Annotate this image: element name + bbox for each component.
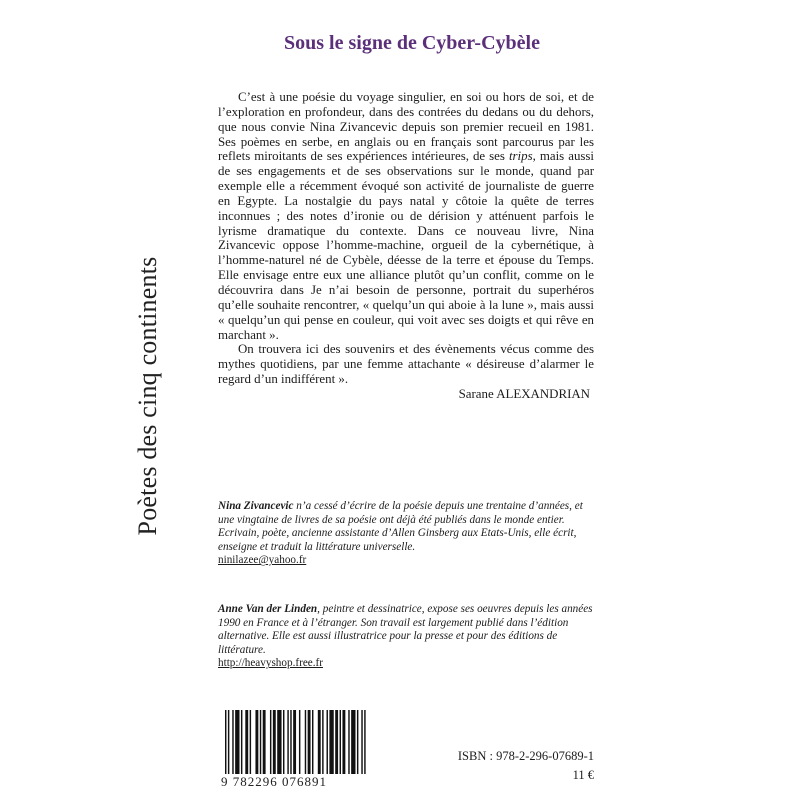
barcode-bar: [351, 710, 355, 774]
barcode-bar: [283, 710, 284, 774]
barcode-bar: [287, 710, 288, 774]
barcode-bar: [364, 710, 365, 774]
barcode-digits: 9 782296 076891: [221, 774, 327, 789]
barcode-bar: [342, 710, 345, 774]
blurb-paragraph-1: C’est à une poésie du voyage singulier, en soi ou hors de soi, et de l’exploration en profondeur, dans des contrées du dedans ou du dehors, que nous convie Nina Zivancevic depuis son premier recueil en 1981. Ses poèmes en serbe, en anglais ou en français sont parcourus par les reflets miroitants de ses expériences intérieures, de ses trips, mais aussi de ses engagements et de ses observations sur le monde, quand par exemple elle a récemment évoqué son activité de journaliste de guerre en Egypte. La nostalgie du pays natal y côtoie la quête de terres inconnues ; des notes d’ironie ou de dérision y atténuent parfois le lyrisme dramatique du contexte. Dans ce nouveau livre, Nina Zivancevic oppose l’homme-machine, orgueil de la cybernétique, à l’homme-naturel né de Cybèle, déesse de la terre et épouse du Temps. Elle envisage entre eux une alliance plutôt qu’un conflit, comme on le découvrira dans Je n’ai besoin de personne, portrait du superhéros qu’elle souhaite rencontrer, « quelqu’un qui aboie à la lune », mais aussi « quelqu’un qui pense en couleur, qui voit avec ses doigts et qui rêve en marchant ».: [218, 90, 594, 342]
barcode-bar: [312, 710, 313, 774]
barcode-image: [221, 710, 424, 774]
barcode-bar: [290, 710, 291, 774]
blurb-paragraph-2: On trouvera ici des souvenirs et des évènements vécus comme des mythes quotidiens, par une femme attachante « désireuse d’alarmer le regard d’un indifférent ».: [218, 342, 594, 387]
barcode-bar: [348, 710, 349, 774]
price: 11 €: [572, 768, 594, 782]
barcode-bar: [327, 710, 328, 774]
barcode-bar: [322, 710, 323, 774]
barcode-bar: [299, 710, 300, 774]
barcode-bar: [335, 710, 338, 774]
illustrator-bio: [218, 603, 594, 671]
barcode-bar: [225, 710, 226, 774]
barcode-bar: [270, 710, 271, 774]
author-name: Nina Zivancevic: [218, 500, 294, 512]
illustrator-website-link[interactable]: http://heavyshop.free.fr: [218, 657, 324, 670]
barcode-bar: [228, 710, 229, 774]
isbn: ISBN : 978-2-296-07689-1: [457, 749, 594, 763]
barcode-bar: [260, 710, 261, 774]
barcode-bar: [273, 710, 276, 774]
barcode-bar: [357, 710, 358, 774]
barcode-bar: [305, 710, 306, 774]
illustrator-bio-text: , peintre et dessinatrice, expose ses oeuvres depuis les années 1990 en France et à l’étranger. Son travail est largement publié dans l’édition alternative. Elle est aussi illustratrice pour la presse et pour des éditions de littérature.: [218, 603, 593, 656]
series-name: Poètes des cinq continents: [133, 256, 162, 536]
barcode-bar: [232, 710, 233, 774]
barcode-bar: [293, 710, 296, 774]
author-email-link[interactable]: ninilazee@yahoo.fr: [218, 554, 307, 567]
barcode-bar: [318, 710, 321, 774]
illustrator-name: Anne Van der Linden: [218, 603, 318, 615]
barcode-bar: [235, 710, 239, 774]
author-bio: [218, 500, 594, 568]
barcode-bar: [340, 710, 341, 774]
barcode-bar: [263, 710, 266, 774]
barcode-bar: [308, 710, 311, 774]
barcode-bar: [329, 710, 333, 774]
barcode-bar: [277, 710, 281, 774]
blurb-signature: Sarane ALEXANDRIAN: [458, 386, 590, 401]
barcode-bar: [245, 710, 248, 774]
barcode-bars: [221, 710, 424, 774]
blurb: [218, 90, 594, 402]
barcode-bar: [255, 710, 258, 774]
author-bio-text: n’a cessé d’écrire de la poésie depuis une trentaine d’années, et une vingtaine de livres de sa poésie ont déjà été publiés dans le monde entier. Ecrivain, poète, ancienne assistante d’Allen Ginsberg aux Etats-Unis, elle écrit, enseigne et traduit la littérature universelle.: [218, 500, 583, 553]
barcode-bar: [361, 710, 362, 774]
barcode-bar: [250, 710, 251, 774]
barcode-bar: [241, 710, 242, 774]
book-title: Sous le signe de Cyber-Cybèle: [284, 32, 540, 54]
